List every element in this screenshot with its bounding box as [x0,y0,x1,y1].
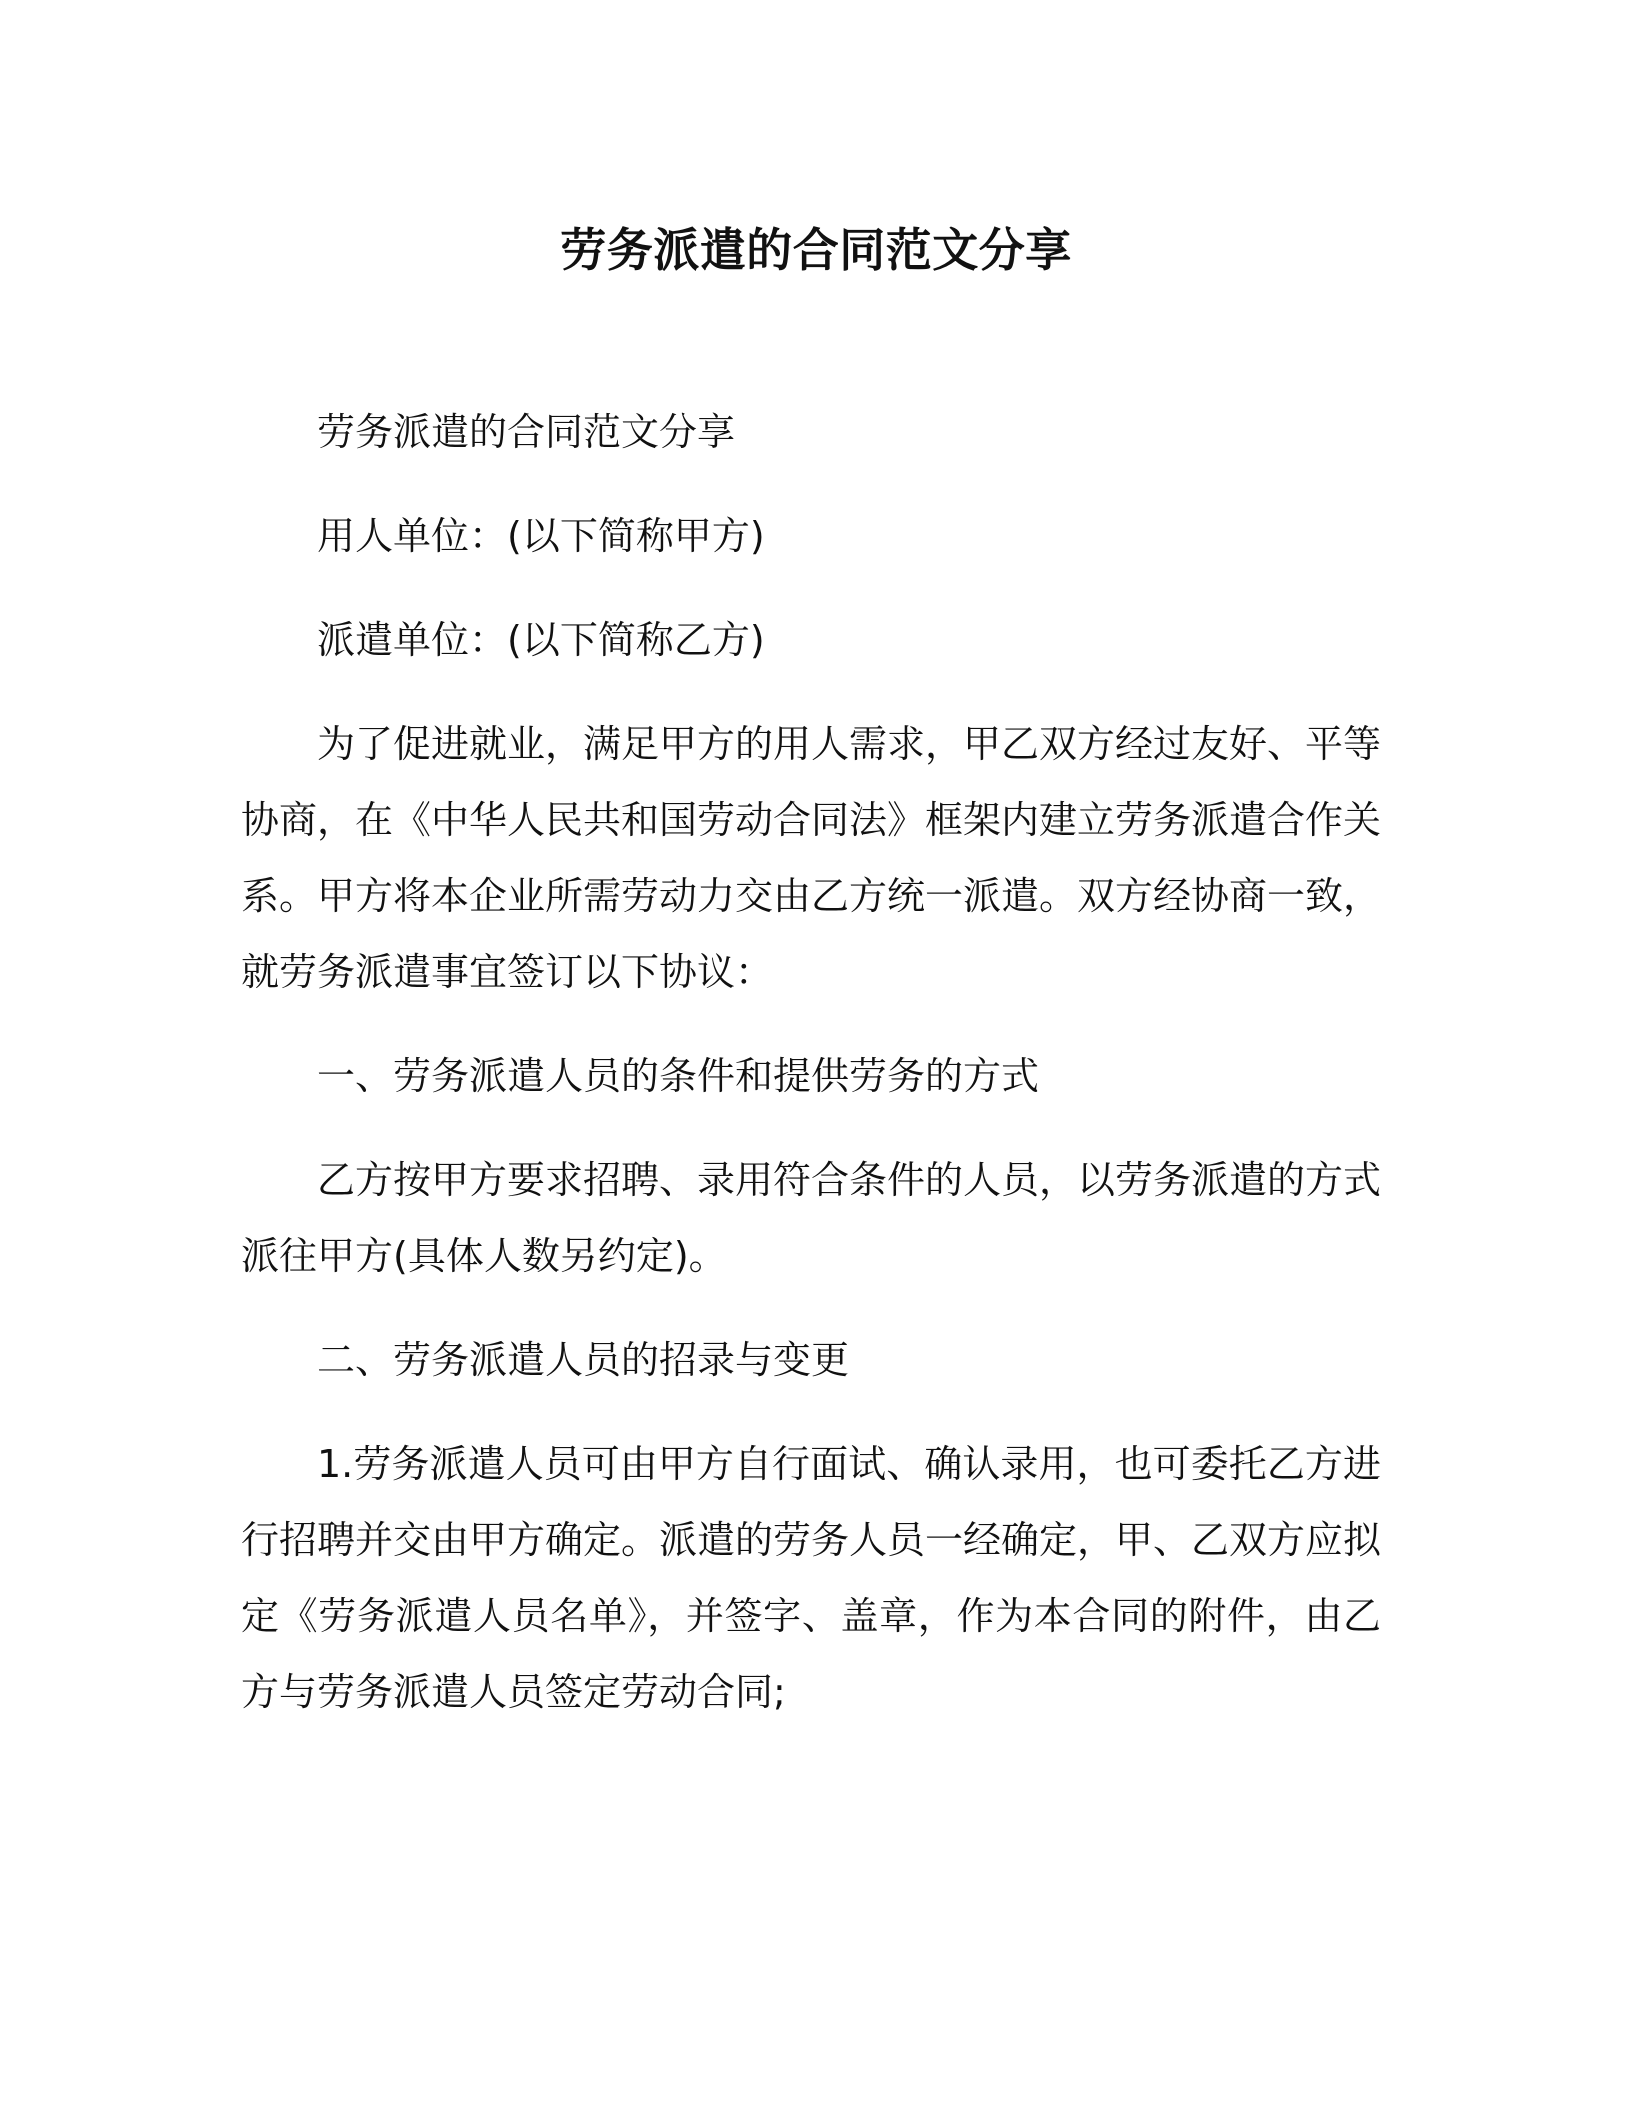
paragraph-section-1: 乙方按甲方要求招聘、录用符合条件的人员，以劳务派遣的方式派往甲方(具体人数另约定)。 [241,1158,1382,1278]
paragraph-subtitle: 劳务派遣的合同范文分享 [317,410,736,454]
paragraph-dispatcher: 派遣单位：(以下简称乙方) [317,618,765,662]
paragraph-section-2-item-1: 1.劳务派遣人员可由甲方自行面试、确认录用，也可委托乙方进行招聘并交由甲方确定。派遣的劳务人员一经确定，甲、乙双方应拟定《劳务派遣人员名单》，并签字、盖章，作为本合同的附件，由乙方与劳务派遣人员签定劳动合同; [241,1442,1382,1714]
paragraph-employer: 用人单位：(以下简称甲方) [317,514,765,558]
paragraph-preamble: 为了促进就业，满足甲方的用人需求，甲乙双方经过友好、平等协商，在《中华人民共和国劳动合同法》框架内建立劳务派遣合作关系。甲方将本企业所需劳动力交由乙方统一派遣。双方经协商一致，就劳务派遣事宜签订以下协议： [241,722,1382,994]
section-heading-1: 一、劳务派遣人员的条件和提供劳务的方式 [317,1054,1040,1098]
document-title: 劳务派遣的合同范文分享 [560,223,1072,277]
section-heading-2: 二、劳务派遣人员的招录与变更 [317,1338,850,1382]
document-body [241,394,1381,1730]
